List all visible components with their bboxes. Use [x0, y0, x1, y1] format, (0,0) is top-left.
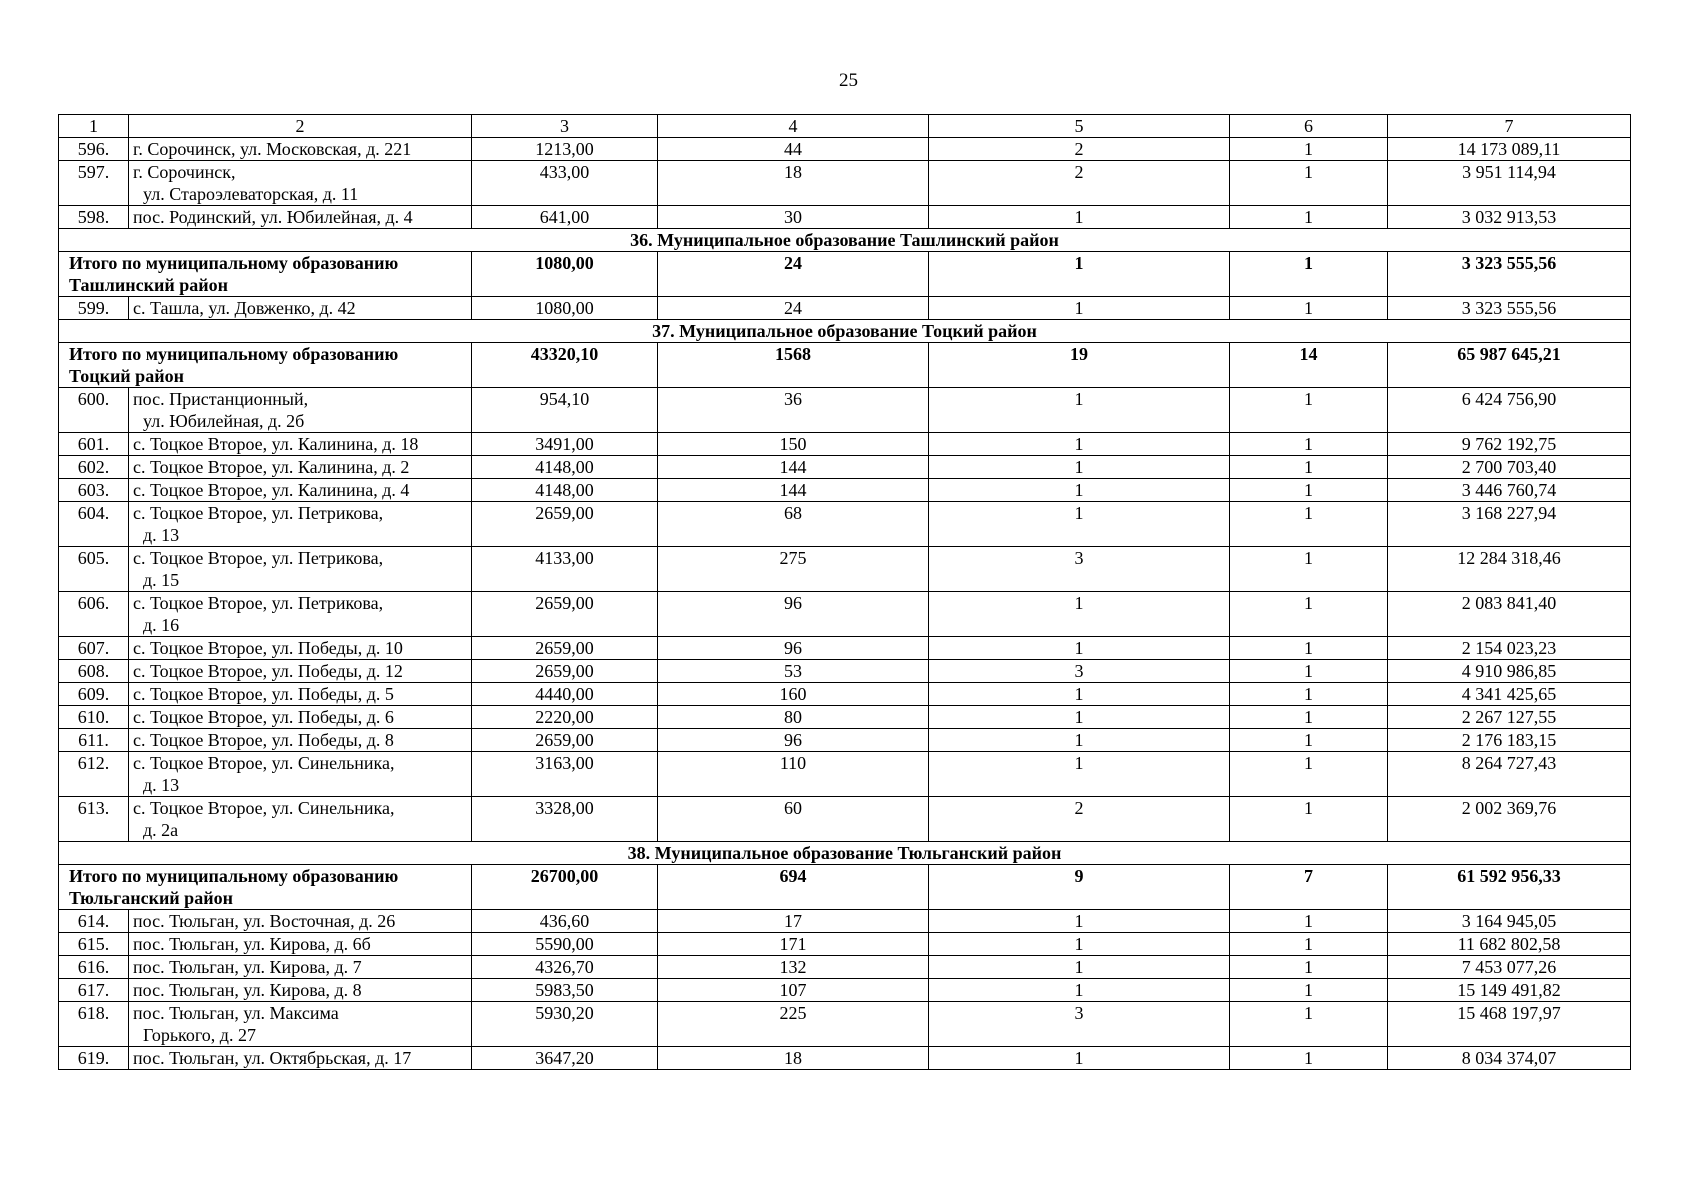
col7-cell: 3 168 227,94 [1388, 502, 1631, 547]
table-row [59, 161, 1631, 206]
col3-cell: 1213,00 [472, 138, 658, 161]
col5-cell: 1 [929, 252, 1230, 297]
total-label-line: Тоцкий район [69, 366, 184, 386]
col4-cell: 44 [658, 138, 929, 161]
col5-cell: 9 [929, 865, 1230, 910]
address-line: с. Тоцкое Второе, ул. Калинина, д. 2 [133, 457, 410, 477]
col3-cell: 5930,20 [472, 1002, 658, 1047]
col5-cell: 3 [929, 547, 1230, 592]
col4-cell: 150 [658, 433, 929, 456]
section-row [59, 320, 1631, 343]
section-title: 37. Муниципальное образование Тоцкий район [59, 320, 1631, 343]
page-number: 25 [839, 70, 858, 91]
address-cell [129, 388, 472, 433]
col6-cell: 1 [1230, 388, 1388, 433]
col6-cell: 1 [1230, 502, 1388, 547]
col5-cell: 1 [929, 388, 1230, 433]
address-cell [129, 729, 472, 752]
col4-cell: 160 [658, 683, 929, 706]
col7-cell: 11 682 802,58 [1388, 933, 1631, 956]
table-row [59, 297, 1631, 320]
col3-cell: 1080,00 [472, 252, 658, 297]
section-row [59, 842, 1631, 865]
total-row [59, 865, 1631, 910]
address-line: пос. Тюльган, ул. Кирова, д. 7 [133, 957, 362, 977]
address-line: пос. Родинский, ул. Юбилейная, д. 4 [133, 207, 413, 227]
table-row [59, 592, 1631, 637]
total-label-line: Тюльганский район [69, 888, 233, 908]
col6-cell: 1 [1230, 433, 1388, 456]
row-number: 619. [59, 1047, 129, 1070]
address-cell [129, 592, 472, 637]
table-row [59, 683, 1631, 706]
col7-cell: 61 592 956,33 [1388, 865, 1631, 910]
address-line: ул. Староэлеваторская, д. 11 [143, 184, 359, 204]
address-cell [129, 956, 472, 979]
table-row [59, 797, 1631, 842]
col5-cell: 2 [929, 797, 1230, 842]
table-row [59, 729, 1631, 752]
row-number: 598. [59, 206, 129, 229]
col4-cell: 96 [658, 637, 929, 660]
table-row [59, 637, 1631, 660]
row-number: 600. [59, 388, 129, 433]
table-row [59, 502, 1631, 547]
address-line: пос. Пристанционный, [133, 389, 309, 409]
table-row [59, 433, 1631, 456]
address-line: с. Ташла, ул. Довженко, д. 42 [133, 298, 356, 318]
table-row [59, 910, 1631, 933]
col6-cell: 14 [1230, 343, 1388, 388]
table-row [59, 138, 1631, 161]
col6-cell: 1 [1230, 592, 1388, 637]
col7-cell: 14 173 089,11 [1388, 138, 1631, 161]
col5-cell: 1 [929, 910, 1230, 933]
col6-cell: 1 [1230, 660, 1388, 683]
col6-cell: 1 [1230, 456, 1388, 479]
address-line: пос. Тюльган, ул. Октябрьская, д. 17 [133, 1048, 412, 1068]
table-body [59, 115, 1631, 1070]
total-label-line: Итого по муниципальному образованию [69, 866, 399, 886]
col3-cell: 436,60 [472, 910, 658, 933]
table-row [59, 1002, 1631, 1047]
row-number: 616. [59, 956, 129, 979]
address-cell [129, 1002, 472, 1047]
col7-cell: 15 149 491,82 [1388, 979, 1631, 1002]
address-line: с. Тоцкое Второе, ул. Калинина, д. 18 [133, 434, 419, 454]
col5-cell: 2 [929, 138, 1230, 161]
total-row [59, 343, 1631, 388]
table-row [59, 1047, 1631, 1070]
col5-cell: 1 [929, 433, 1230, 456]
address-line: д. 13 [143, 775, 180, 795]
col4-cell: 110 [658, 752, 929, 797]
col4-cell: 144 [658, 456, 929, 479]
header-cell: 2 [129, 115, 472, 138]
col3-cell: 2659,00 [472, 637, 658, 660]
col5-cell: 1 [929, 479, 1230, 502]
address-line: пос. Тюльган, ул. Кирова, д. 6б [133, 934, 371, 954]
address-line: с. Тоцкое Второе, ул. Победы, д. 12 [133, 661, 403, 681]
col3-cell: 43320,10 [472, 343, 658, 388]
col7-cell: 9 762 192,75 [1388, 433, 1631, 456]
address-line: г. Сорочинск, [133, 162, 236, 182]
address-line: с. Тоцкое Второе, ул. Синельника, [133, 753, 395, 773]
section-title: 38. Муниципальное образование Тюльганский район [59, 842, 1631, 865]
table-row [59, 388, 1631, 433]
col6-cell: 1 [1230, 1002, 1388, 1047]
col7-cell: 15 468 197,97 [1388, 1002, 1631, 1047]
col7-cell: 12 284 318,46 [1388, 547, 1631, 592]
row-number: 599. [59, 297, 129, 320]
total-label-line: Итого по муниципальному образованию [69, 344, 399, 364]
address-line: с. Тоцкое Второе, ул. Калинина, д. 4 [133, 480, 410, 500]
col4-cell: 18 [658, 161, 929, 206]
col3-cell: 5983,50 [472, 979, 658, 1002]
row-number: 596. [59, 138, 129, 161]
col5-cell: 1 [929, 502, 1230, 547]
col5-cell: 1 [929, 637, 1230, 660]
col3-cell: 26700,00 [472, 865, 658, 910]
row-number: 608. [59, 660, 129, 683]
col3-cell: 433,00 [472, 161, 658, 206]
col6-cell: 1 [1230, 933, 1388, 956]
col4-cell: 96 [658, 592, 929, 637]
table-row [59, 479, 1631, 502]
col6-cell: 1 [1230, 910, 1388, 933]
col7-cell: 4 910 986,85 [1388, 660, 1631, 683]
col6-cell: 1 [1230, 297, 1388, 320]
address-line: пос. Тюльган, ул. Максима [133, 1003, 339, 1023]
col4-cell: 225 [658, 1002, 929, 1047]
table-row [59, 660, 1631, 683]
col3-cell: 954,10 [472, 388, 658, 433]
table-row [59, 206, 1631, 229]
address-line: д. 13 [143, 525, 180, 545]
col5-cell: 19 [929, 343, 1230, 388]
col4-cell: 144 [658, 479, 929, 502]
col7-cell: 2 002 369,76 [1388, 797, 1631, 842]
col6-cell: 7 [1230, 865, 1388, 910]
row-number: 606. [59, 592, 129, 637]
col4-cell: 24 [658, 252, 929, 297]
address-cell [129, 161, 472, 206]
address-line: с. Тоцкое Второе, ул. Синельника, [133, 798, 395, 818]
col7-cell: 3 951 114,94 [1388, 161, 1631, 206]
col7-cell: 7 453 077,26 [1388, 956, 1631, 979]
col6-cell: 1 [1230, 683, 1388, 706]
col7-cell: 2 083 841,40 [1388, 592, 1631, 637]
col4-cell: 96 [658, 729, 929, 752]
col5-cell: 3 [929, 1002, 1230, 1047]
col5-cell: 1 [929, 729, 1230, 752]
col7-cell: 8 034 374,07 [1388, 1047, 1631, 1070]
total-label [59, 252, 472, 297]
total-label-line: Итого по муниципальному образованию [69, 253, 399, 273]
address-line: с. Тоцкое Второе, ул. Победы, д. 10 [133, 638, 403, 658]
address-line: с. Тоцкое Второе, ул. Петрикова, [133, 548, 384, 568]
row-number: 604. [59, 502, 129, 547]
col6-cell: 1 [1230, 752, 1388, 797]
row-number: 618. [59, 1002, 129, 1047]
address-cell [129, 637, 472, 660]
address-line: г. Сорочинск, ул. Московская, д. 221 [133, 139, 412, 159]
col7-cell: 6 424 756,90 [1388, 388, 1631, 433]
total-label-line: Ташлинский район [69, 275, 228, 295]
col4-cell: 60 [658, 797, 929, 842]
address-cell [129, 683, 472, 706]
address-cell [129, 297, 472, 320]
col4-cell: 132 [658, 956, 929, 979]
address-cell [129, 479, 472, 502]
address-line: д. 15 [143, 570, 180, 590]
address-line: пос. Тюльган, ул. Восточная, д. 26 [133, 911, 396, 931]
col7-cell: 4 341 425,65 [1388, 683, 1631, 706]
col3-cell: 2659,00 [472, 502, 658, 547]
header-cell: 3 [472, 115, 658, 138]
col4-cell: 1568 [658, 343, 929, 388]
col4-cell: 24 [658, 297, 929, 320]
col3-cell: 2220,00 [472, 706, 658, 729]
col6-cell: 1 [1230, 1047, 1388, 1070]
address-cell [129, 706, 472, 729]
column-number-header-row [59, 115, 1631, 138]
col3-cell: 3163,00 [472, 752, 658, 797]
row-number: 614. [59, 910, 129, 933]
address-line: д. 16 [143, 615, 180, 635]
housing-register-table [58, 114, 1631, 1070]
address-cell [129, 138, 472, 161]
col7-cell: 3 323 555,56 [1388, 252, 1631, 297]
address-cell [129, 979, 472, 1002]
row-number: 612. [59, 752, 129, 797]
col7-cell: 3 446 760,74 [1388, 479, 1631, 502]
address-line: с. Тоцкое Второе, ул. Победы, д. 5 [133, 684, 394, 704]
col7-cell: 3 323 555,56 [1388, 297, 1631, 320]
address-cell [129, 752, 472, 797]
col6-cell: 1 [1230, 979, 1388, 1002]
address-cell [129, 1047, 472, 1070]
table-row [59, 547, 1631, 592]
col6-cell: 1 [1230, 956, 1388, 979]
col5-cell: 1 [929, 456, 1230, 479]
header-cell: 1 [59, 115, 129, 138]
col6-cell: 1 [1230, 547, 1388, 592]
row-number: 601. [59, 433, 129, 456]
col3-cell: 641,00 [472, 206, 658, 229]
table-row [59, 752, 1631, 797]
row-number: 609. [59, 683, 129, 706]
col7-cell: 2 700 703,40 [1388, 456, 1631, 479]
address-cell [129, 933, 472, 956]
col4-cell: 694 [658, 865, 929, 910]
col5-cell: 1 [929, 592, 1230, 637]
col6-cell: 1 [1230, 138, 1388, 161]
col3-cell: 2659,00 [472, 592, 658, 637]
col3-cell: 4440,00 [472, 683, 658, 706]
col7-cell: 8 264 727,43 [1388, 752, 1631, 797]
col3-cell: 4148,00 [472, 479, 658, 502]
col6-cell: 1 [1230, 252, 1388, 297]
col7-cell: 3 164 945,05 [1388, 910, 1631, 933]
col7-cell: 2 154 023,23 [1388, 637, 1631, 660]
row-number: 611. [59, 729, 129, 752]
address-cell [129, 797, 472, 842]
col6-cell: 1 [1230, 479, 1388, 502]
col6-cell: 1 [1230, 161, 1388, 206]
address-cell [129, 547, 472, 592]
address-line: с. Тоцкое Второе, ул. Победы, д. 8 [133, 730, 394, 750]
total-label [59, 343, 472, 388]
col5-cell: 1 [929, 933, 1230, 956]
address-line: с. Тоцкое Второе, ул. Петрикова, [133, 593, 384, 613]
table-row [59, 979, 1631, 1002]
col3-cell: 2659,00 [472, 660, 658, 683]
address-cell [129, 206, 472, 229]
row-number: 597. [59, 161, 129, 206]
address-line: пос. Тюльган, ул. Кирова, д. 8 [133, 980, 362, 1000]
col6-cell: 1 [1230, 729, 1388, 752]
col4-cell: 30 [658, 206, 929, 229]
row-number: 605. [59, 547, 129, 592]
col5-cell: 1 [929, 297, 1230, 320]
col5-cell: 1 [929, 956, 1230, 979]
col6-cell: 1 [1230, 206, 1388, 229]
col3-cell: 3328,00 [472, 797, 658, 842]
address-line: д. 2а [143, 820, 179, 840]
col4-cell: 275 [658, 547, 929, 592]
col4-cell: 53 [658, 660, 929, 683]
address-line: ул. Юбилейная, д. 2б [143, 411, 305, 431]
col6-cell: 1 [1230, 637, 1388, 660]
address-cell [129, 660, 472, 683]
col3-cell: 2659,00 [472, 729, 658, 752]
header-cell: 6 [1230, 115, 1388, 138]
col3-cell: 4133,00 [472, 547, 658, 592]
col3-cell: 1080,00 [472, 297, 658, 320]
header-cell: 4 [658, 115, 929, 138]
col4-cell: 68 [658, 502, 929, 547]
row-number: 603. [59, 479, 129, 502]
col4-cell: 107 [658, 979, 929, 1002]
col5-cell: 1 [929, 683, 1230, 706]
address-line: с. Тоцкое Второе, ул. Победы, д. 6 [133, 707, 394, 727]
col7-cell: 65 987 645,21 [1388, 343, 1631, 388]
total-row [59, 252, 1631, 297]
col3-cell: 3647,20 [472, 1047, 658, 1070]
col5-cell: 3 [929, 660, 1230, 683]
col3-cell: 3491,00 [472, 433, 658, 456]
col3-cell: 5590,00 [472, 933, 658, 956]
col7-cell: 3 032 913,53 [1388, 206, 1631, 229]
row-number: 602. [59, 456, 129, 479]
address-cell [129, 433, 472, 456]
col6-cell: 1 [1230, 706, 1388, 729]
address-line: Горького, д. 27 [143, 1025, 256, 1045]
row-number: 617. [59, 979, 129, 1002]
col7-cell: 2 176 183,15 [1388, 729, 1631, 752]
section-title: 36. Муниципальное образование Ташлинский район [59, 229, 1631, 252]
section-row [59, 229, 1631, 252]
col3-cell: 4326,70 [472, 956, 658, 979]
total-label [59, 865, 472, 910]
col5-cell: 1 [929, 206, 1230, 229]
address-cell [129, 456, 472, 479]
header-cell: 5 [929, 115, 1230, 138]
address-line: с. Тоцкое Второе, ул. Петрикова, [133, 503, 384, 523]
col4-cell: 18 [658, 1047, 929, 1070]
table-row [59, 456, 1631, 479]
row-number: 610. [59, 706, 129, 729]
table-row [59, 706, 1631, 729]
row-number: 607. [59, 637, 129, 660]
table-row [59, 933, 1631, 956]
col5-cell: 1 [929, 979, 1230, 1002]
col4-cell: 171 [658, 933, 929, 956]
col4-cell: 17 [658, 910, 929, 933]
col5-cell: 1 [929, 706, 1230, 729]
col3-cell: 4148,00 [472, 456, 658, 479]
col4-cell: 80 [658, 706, 929, 729]
col7-cell: 2 267 127,55 [1388, 706, 1631, 729]
address-cell [129, 910, 472, 933]
col5-cell: 1 [929, 1047, 1230, 1070]
row-number: 613. [59, 797, 129, 842]
address-cell [129, 502, 472, 547]
header-cell: 7 [1388, 115, 1631, 138]
table-row [59, 956, 1631, 979]
col5-cell: 2 [929, 161, 1230, 206]
col5-cell: 1 [929, 752, 1230, 797]
row-number: 615. [59, 933, 129, 956]
col4-cell: 36 [658, 388, 929, 433]
col6-cell: 1 [1230, 797, 1388, 842]
